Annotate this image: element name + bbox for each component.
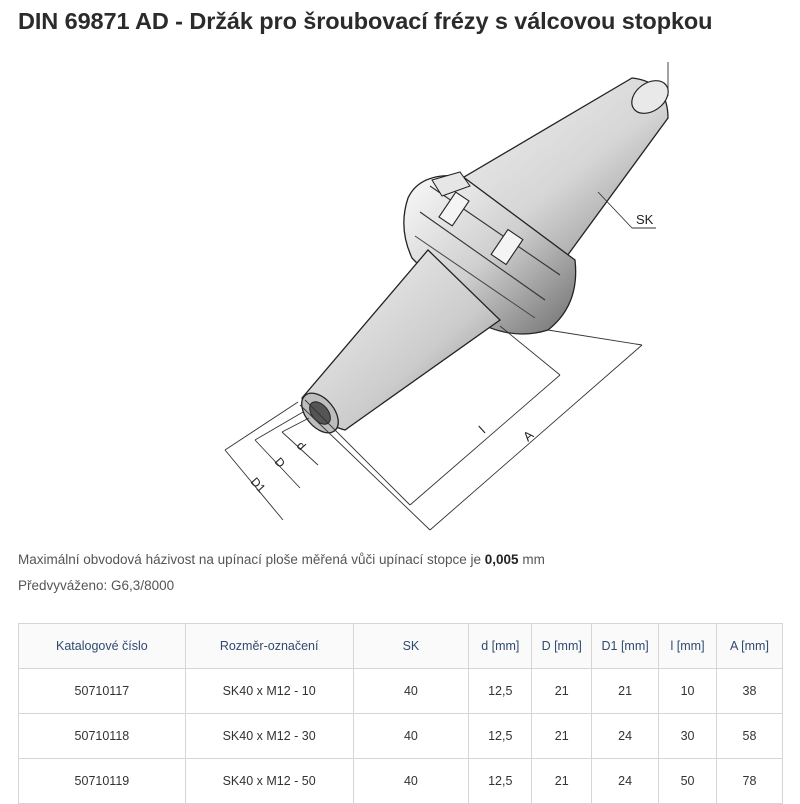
header-sk: SK (353, 624, 469, 669)
table-row (19, 669, 783, 714)
header-D1: D1 [mm] (592, 624, 659, 669)
header-l: l [mm] (659, 624, 717, 669)
header-d: d [mm] (469, 624, 532, 669)
cell-A: 78 (717, 759, 783, 804)
table-header-row (19, 624, 783, 669)
cell-D: 21 (532, 669, 592, 714)
runout-value: 0,005 (484, 552, 519, 567)
cell-l: 50 (659, 759, 717, 804)
cell-D: 21 (532, 714, 592, 759)
runout-note (18, 552, 545, 567)
dim-label-A: A (519, 427, 537, 445)
cell-A: 38 (717, 669, 783, 714)
runout-text: Maximální obvodová házivost na upínací ploše měřená vůči upínací stopce je (18, 552, 482, 567)
cell-D1: 24 (592, 759, 659, 804)
cell-D: 21 (532, 759, 592, 804)
tool-holder-drawing (0, 50, 800, 540)
cell-A: 58 (717, 714, 783, 759)
cell-designation: SK40 x M12 - 10 (185, 669, 353, 714)
dim-label-sk: SK (636, 212, 654, 227)
cell-l: 10 (659, 669, 717, 714)
spec-table-wrapper (18, 623, 783, 804)
cell-D1: 21 (592, 669, 659, 714)
cell-catalog-number: 50710118 (19, 714, 186, 759)
dim-label-d: d (293, 438, 309, 453)
cell-sk: 40 (353, 714, 469, 759)
cell-d: 12,5 (469, 669, 532, 714)
dim-label-l: l (475, 423, 489, 437)
cell-catalog-number: 50710117 (19, 669, 186, 714)
spec-table (18, 623, 783, 804)
runout-unit: mm (522, 552, 545, 567)
cell-l: 30 (659, 714, 717, 759)
cell-d: 12,5 (469, 759, 532, 804)
table-row (19, 759, 783, 804)
header-D: D [mm] (532, 624, 592, 669)
dim-label-D1: D1 (247, 474, 269, 496)
header-rozmer-oznaceni: Rozměr-označení (185, 624, 353, 669)
page-title: DIN 69871 AD - Držák pro šroubovací frézy s válcovou stopkou (18, 8, 713, 34)
header-A: A [mm] (717, 624, 783, 669)
cell-designation: SK40 x M12 - 50 (185, 759, 353, 804)
cell-sk: 40 (353, 669, 469, 714)
cell-D1: 24 (592, 714, 659, 759)
dim-label-D: D (271, 454, 288, 471)
balance-note: Předvyváženo: G6,3/8000 (18, 578, 175, 593)
header-katalogove-cislo: Katalogové číslo (19, 624, 186, 669)
cell-designation: SK40 x M12 - 30 (185, 714, 353, 759)
cell-sk: 40 (353, 759, 469, 804)
cell-catalog-number: 50710119 (19, 759, 186, 804)
table-row (19, 714, 783, 759)
cell-d: 12,5 (469, 714, 532, 759)
